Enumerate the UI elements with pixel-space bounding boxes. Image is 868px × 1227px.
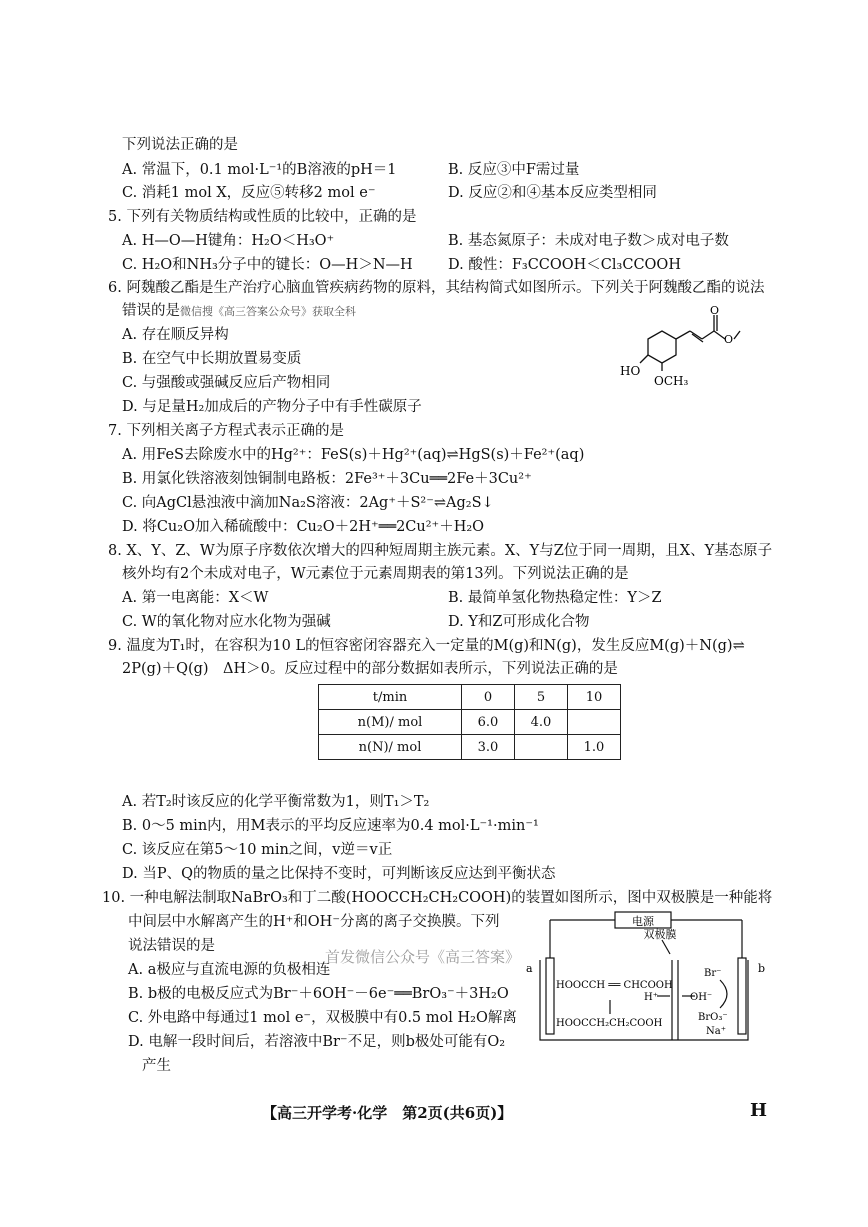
- q10-option-b: B. b极的电极反应式为Br⁻＋6OH⁻－6e⁻══BrO₃⁻＋3H₂O: [128, 986, 509, 1002]
- table-header-cell: 0: [462, 685, 515, 710]
- q9-option-c: C. 该反应在第5～10 min之间，v逆＝v正: [122, 842, 393, 858]
- q4-option-c: C. 消耗1 mol X，反应⑤转移2 mol e⁻: [122, 185, 376, 201]
- electrode-b-label: b: [758, 962, 766, 975]
- table-cell: 4.0: [515, 710, 568, 735]
- q4-stem: 下列说法正确的是: [122, 137, 238, 153]
- carbonyl-o-label: O: [710, 305, 720, 317]
- bromate-label: BrO₃⁻: [698, 1012, 728, 1023]
- q5-option-d: D. 酸性：F₃CCOOH＜Cl₃CCOOH: [448, 257, 681, 273]
- watermark-text: 首发微信公众号《高三答案》: [325, 948, 521, 966]
- q9-stem-line2: 2P(g)＋Q(g) ΔH＞0。反应过程中的部分数据如表所示，下列说法正确的是: [122, 661, 618, 677]
- bromide-label: Br⁻: [704, 968, 722, 979]
- q7-option-d: D. 将Cu₂O加入稀硫酸中：Cu₂O＋2H⁺══2Cu²⁺＋H₂O: [122, 519, 485, 535]
- q4-option-a: A. 常温下，0.1 mol·L⁻¹的B溶液的pH＝1: [122, 162, 397, 178]
- q5-stem: 5. 下列有关物质结构或性质的比较中，正确的是: [108, 209, 417, 225]
- table-cell: 6.0: [462, 710, 515, 735]
- q7-option-a: A. 用FeS去除废水中的Hg²⁺：FeS(s)＋Hg²⁺(aq)⇌HgS(s)＋Fe²⁺(aq): [122, 447, 585, 463]
- paper-version-mark: H: [750, 1100, 768, 1121]
- sodium-ion-label: Na⁺: [706, 1026, 726, 1037]
- table-cell: 3.0: [462, 735, 515, 760]
- q8-option-d: D. Y和Z可形成化合物: [448, 614, 590, 630]
- q6-stem-line2: [122, 301, 356, 322]
- q5-option-c: C. H₂O和NH₃分子中的键长：O—H＞N—H: [122, 257, 413, 273]
- q10-option-d: D. 电解一段时间后，若溶液中Br⁻不足，则b极处可能有O₂: [128, 1034, 506, 1050]
- q8-stem-line2: 核外均有2个未成对电子，W元素位于元素周期表的第13列。下列说法正确的是: [122, 566, 629, 582]
- q10-option-d-cont: 产生: [142, 1058, 171, 1074]
- q9-data-table: [318, 684, 621, 760]
- table-row: [319, 710, 621, 735]
- q10-option-a: A. a极应与直流电源的负极相连: [128, 962, 331, 978]
- q6-stem-end: 错误的是: [122, 303, 180, 319]
- q8-option-c: C. W的氧化物对应水化物为强碱: [122, 614, 331, 630]
- q8-stem-line1: 8. X、Y、Z、W为原子序数依次增大的四种短周期主族元素。X、Y与Z位于同一周期，且X、Y基态原子: [108, 543, 773, 559]
- q9-stem-line1: 9. 温度为T₁时，在容积为10 L的恒容密闭容器充入一定量的M(g)和N(g)，发生反应M(g)＋N(g)⇌: [108, 638, 745, 654]
- q8-option-b: B. 最简单氢化物热稳定性：Y＞Z: [448, 590, 662, 606]
- q9-option-b: B. 0～5 min内，用M表示的平均反应速率为0.4 mol·L⁻¹·min⁻¹: [122, 818, 539, 834]
- q9-option-a: A. 若T₂时该反应的化学平衡常数为1，则T₁＞T₂: [122, 794, 430, 810]
- q6-option-a: A. 存在顺反异构: [122, 327, 229, 343]
- q6-option-c: C. 与强酸或强碱反应后产物相同: [122, 375, 331, 391]
- oh-minus-label: OH⁻: [690, 992, 713, 1003]
- page-footer: 【高三开学考·化学 第2页(共6页)】: [262, 1104, 513, 1122]
- table-header-cell: 10: [568, 685, 621, 710]
- q6-option-b: B. 在空气中长期放置易变质: [122, 351, 302, 367]
- q5-option-a: A. H—O—H键角：H₂O＜H₃O⁺: [122, 233, 335, 249]
- table-cell: n(N)/ mol: [319, 735, 462, 760]
- q4-option-b: B. 反应③中F需过量: [448, 162, 580, 178]
- power-source-label: 电源: [632, 915, 654, 928]
- table-header-cell: t/min: [319, 685, 462, 710]
- hydroxyl-label: HO: [620, 364, 641, 378]
- q7-stem: 7. 下列相关离子方程式表示正确的是: [108, 423, 344, 439]
- methoxy-label: OCH₃: [654, 374, 689, 388]
- q6-note: 微信搜《高三答案公众号》获取全科: [180, 305, 356, 318]
- reactant-label: HOOCCH ══ CHCOOH: [556, 980, 673, 991]
- table-header-cell: 5: [515, 685, 568, 710]
- q7-option-c: C. 向AgCl悬浊液中滴加Na₂S溶液：2Ag⁺＋S²⁻⇌Ag₂S↓: [122, 495, 494, 511]
- q10-option-c: C. 外电路中每通过1 mol e⁻，双极膜中有0.5 mol H₂O解离: [128, 1010, 517, 1026]
- q8-option-a: A. 第一电离能：X＜W: [122, 590, 269, 606]
- q10-stem-line2: 中间层中水解离产生的H⁺和OH⁻分离的离子交换膜。下列: [128, 914, 500, 930]
- ethyl-ferulate-structure: [610, 305, 750, 395]
- q5-option-b: B. 基态氮原子：未成对电子数＞成对电子数: [448, 233, 729, 249]
- table-cell: n(M)/ mol: [319, 710, 462, 735]
- electrode-a-label: a: [526, 962, 533, 975]
- q4-option-d: D. 反应②和④基本反应类型相同: [448, 185, 657, 201]
- table-cell: [568, 710, 621, 735]
- q6-stem-line1: 6. 阿魏酸乙酯是生产治疗心脑血管疾病药物的原料，其结构简式如图所示。下列关于阿魏酸乙酯的说法: [108, 280, 765, 296]
- q6-option-d: D. 与足量H₂加成后的产物分子中有手性碳原子: [122, 399, 422, 415]
- product-label: HOOCCH₂CH₂COOH: [556, 1018, 663, 1029]
- table-row: [319, 735, 621, 760]
- h-plus-label: H⁺: [644, 992, 658, 1003]
- table-cell: [515, 735, 568, 760]
- electrolysis-cell-diagram: [520, 910, 770, 1050]
- q7-option-b: B. 用氯化铁溶液刻蚀铜制电路板：2Fe³⁺＋3Cu══2Fe＋3Cu²⁺: [122, 471, 532, 487]
- ester-o-label: O: [724, 333, 734, 346]
- table-header-row: [319, 685, 621, 710]
- q10-stem-line1: 10. 一种电解法制取NaBrO₃和丁二酸(HOOCCH₂CH₂COOH)的装置如图所示，图中双极膜是一种能将: [102, 890, 773, 906]
- bipolar-membrane-label: 双极膜: [643, 928, 677, 941]
- table-cell: 1.0: [568, 735, 621, 760]
- q9-option-d: D. 当P、Q的物质的量之比保持不变时，可判断该反应达到平衡状态: [122, 866, 556, 882]
- q10-stem-line3: 说法错误的是: [128, 938, 215, 954]
